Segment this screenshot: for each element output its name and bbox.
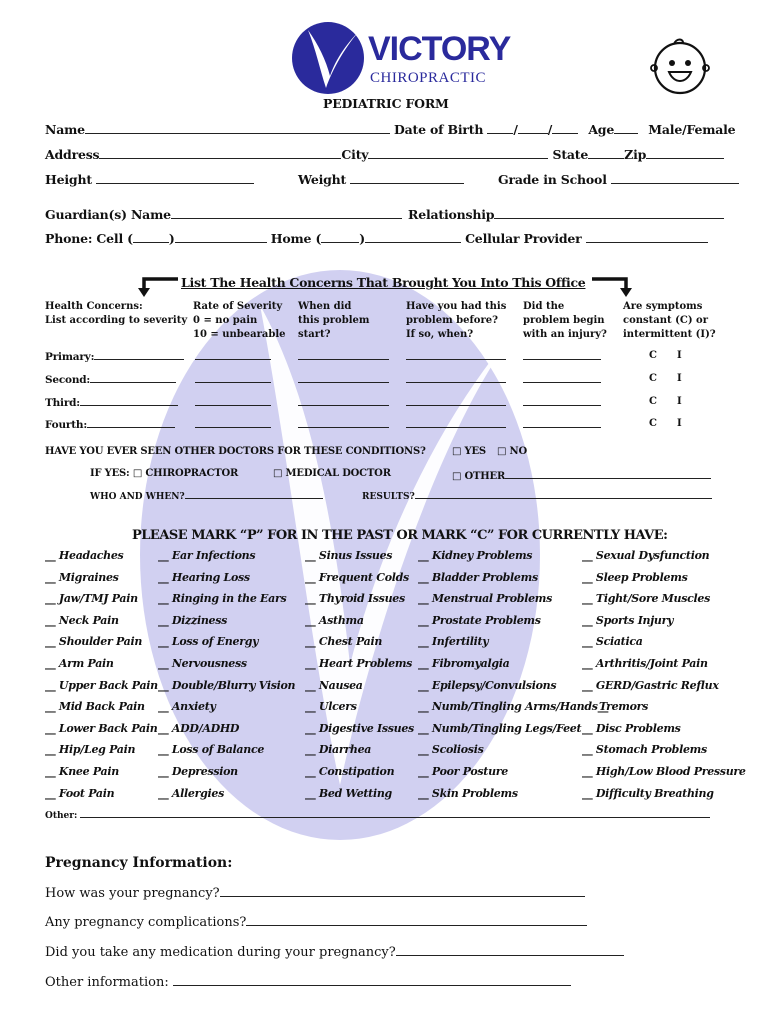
provider-label: Cellular Provider [465,231,582,246]
state-label: State [552,147,589,162]
doctors-question: HAVE YOU EVER SEEN OTHER DOCTORS FOR THESE CONDITIONS? [45,446,426,457]
condition-item[interactable]: __ Frequent Colds [305,570,409,584]
col-text: 0 = no pain [193,315,258,326]
col-text: When did [298,301,352,312]
condition-item[interactable]: __ Hip/Leg Pain [45,743,136,757]
col-text: Have you had this [406,301,507,312]
results-row [362,490,712,502]
yes-checkbox[interactable]: □ YES [452,446,486,457]
relationship-field[interactable] [494,208,724,219]
condition-item[interactable]: __ Sinus Issues [305,549,393,562]
condition-item[interactable]: __ Jaw/TMJ Pain [45,592,138,606]
condition-item[interactable]: __ ADD/ADHD [158,721,240,735]
dob-row [394,122,735,137]
q2-field[interactable] [246,914,587,926]
concern-row [45,417,745,433]
condition-item[interactable]: __ Chest Pain [305,635,383,649]
dob-label: Date of Birth [394,122,484,137]
dob-sep: / [547,122,553,137]
condition-item[interactable]: __ Skin Problems [418,786,518,800]
form-title: PEDIATRIC FORM [323,96,449,111]
condition-item[interactable]: __ Digestive Issues [305,721,414,735]
intermittent-option[interactable]: I [677,418,682,429]
col-text: List according to severity [45,315,188,326]
zip-label: Zip [624,147,647,162]
condition-item[interactable]: __ Knee Pain [45,765,119,778]
injury-field[interactable] [523,372,601,383]
no-checkbox[interactable]: □ NO [497,446,527,457]
results-field[interactable] [415,490,712,499]
condition-item[interactable]: __ Infertility [418,635,489,649]
condition-item[interactable]: __ Double/Blurry Vision [158,678,296,692]
q2-label: Any pregnancy complications? [45,915,247,930]
before-field[interactable] [406,372,506,383]
col-text: Did the [523,301,565,312]
col-text: If so, when? [406,329,474,340]
row-label: Fourth: [45,419,88,431]
intermittent-option[interactable]: I [677,350,682,361]
provider-field[interactable] [586,232,708,243]
condition-item[interactable]: __ Migraines [45,570,119,584]
home-label: Home ( [270,231,322,246]
condition-item[interactable]: __ Numb/Tingling Legs/Feet [418,721,582,735]
arrow-left-icon [134,276,178,302]
condition-item[interactable]: __ Mid Back Pain [45,700,145,714]
condition-item[interactable]: __ Sports Injury [582,613,674,627]
col-text: constant (C) or [623,315,708,326]
pregnancy-heading: Pregnancy Information: [45,855,233,871]
injury-field[interactable] [523,417,601,428]
logo-name: VICTORY [368,30,511,68]
condition-item[interactable]: __ Sleep Problems [582,570,688,584]
condition-item[interactable]: __ Sciatica [582,635,643,649]
q4-label: Other information: [45,975,169,990]
pregnancy-q2 [45,914,587,930]
city-field[interactable] [368,148,548,159]
other-conditions-field[interactable] [80,809,710,818]
pregnancy-q3 [45,944,624,960]
before-field[interactable] [406,417,506,428]
condition-item[interactable]: __ Upper Back Pain [45,678,158,692]
condition-item[interactable]: __ Loss of Balance [158,743,265,757]
condition-item[interactable]: __ Anxiety [158,700,216,714]
col-health-concerns [45,300,187,328]
height-field[interactable] [96,173,254,184]
condition-item[interactable]: __ Depression [158,765,238,778]
address-field[interactable] [99,148,341,159]
condition-item[interactable]: __ Ulcers [305,700,357,714]
pregnancy-q4 [45,974,571,990]
other-row [452,468,711,482]
concern-row [45,372,745,388]
mark-heading: PLEASE MARK “P” FOR IN THE PAST OR MARK “C” FOR CURRENTLY HAVE: [132,528,668,543]
col-text: start? [298,329,331,340]
paren: ) [359,231,365,246]
age-field[interactable] [614,123,638,134]
condition-item[interactable]: __ Ringing in the Ears [158,592,287,606]
col-when [298,300,369,342]
condition-item[interactable]: __ Kidney Problems [418,549,533,562]
condition-item[interactable]: __ Asthma [305,613,364,627]
who-label: WHO AND WHEN? [90,492,185,502]
zip-field[interactable] [646,148,724,159]
dob-month-field[interactable] [487,123,513,134]
name-label: Name [45,122,85,137]
condition-item[interactable]: __ Menstrual Problems [418,592,553,606]
condition-item[interactable]: __ Dizziness [158,613,228,627]
col-text: problem before? [406,315,498,326]
condition-item[interactable]: __ High/Low Blood Pressure [582,765,746,778]
condition-item[interactable]: __ Sexual Dysfunction [582,549,710,562]
when-field[interactable] [298,395,389,406]
chiropractor-checkbox[interactable]: IF YES: □ CHIROPRACTOR [90,468,239,479]
condition-item[interactable]: __ Prostate Problems [418,613,541,627]
condition-item[interactable]: __ Loss of Energy [158,635,259,649]
before-field[interactable] [406,395,506,406]
condition-item[interactable]: __ Bladder Problems [418,570,538,584]
condition-item[interactable]: __ Scoliosis [418,743,484,757]
col-text: Rate of Severity [193,301,283,312]
concern-row [45,349,745,365]
col-before [406,300,506,342]
cell-label: Phone: Cell ( [45,231,133,246]
who-row [90,490,323,502]
condition-item[interactable]: __ Bed Wetting [305,786,392,800]
home-field[interactable] [365,232,461,243]
condition-item[interactable]: __ Heart Problems [305,657,413,670]
q3-field[interactable] [396,944,624,956]
condition-item[interactable]: __ Difficulty Breathing [582,786,714,800]
col-text: this problem [298,315,370,326]
condition-item[interactable]: __ Foot Pain [45,786,115,800]
intermittent-option[interactable]: I [677,373,682,384]
condition-item[interactable]: __ Stomach Problems [582,743,707,757]
concern-field[interactable] [90,372,176,383]
severity-field[interactable] [195,349,271,360]
constant-option[interactable]: C [649,373,657,384]
weight-label: Weight [298,172,347,187]
row-label: Second: [45,374,91,386]
condition-item[interactable]: __ Tight/Sore Muscles [582,592,711,606]
guardian-field[interactable] [171,208,402,219]
height-label: Height [45,172,92,187]
logo [290,20,511,95]
results-label: RESULTS? [362,492,415,502]
condition-item[interactable]: __ Numb/Tingling Arms/Hands__ [418,700,609,714]
severity-field[interactable] [195,372,271,383]
condition-item[interactable]: Tremors [599,700,649,714]
when-field[interactable] [298,372,389,383]
condition-item[interactable]: __ Constipation [305,765,395,778]
condition-item[interactable]: __ Allergies [158,786,224,800]
col-severity [193,300,286,342]
other-conditions-row [45,809,710,821]
col-text: intermittent (I)? [623,329,716,340]
condition-item[interactable]: __ Shoulder Pain [45,635,143,649]
medical-doctor-checkbox[interactable]: □ MEDICAL DOCTOR [273,468,391,479]
condition-item[interactable]: __ Poor Posture [418,765,508,778]
q4-field[interactable] [173,974,571,986]
address-label: Address [45,147,100,162]
constant-option[interactable]: C [649,396,657,407]
city-label: City [341,147,369,162]
relationship-label: Relationship [408,207,495,222]
grade-label: Grade in School [498,172,607,187]
state-field[interactable] [588,148,624,159]
condition-item[interactable]: __ Arthritis/Joint Pain [582,657,708,670]
col-constant [623,300,716,342]
col-injury [523,300,607,342]
other-field[interactable] [505,468,711,479]
condition-item[interactable]: __ Headaches [45,549,124,562]
condition-item[interactable]: __ Nausea [305,678,363,692]
col-text: with an injury? [523,329,607,340]
baby-face-icon [650,36,710,102]
cell-area-field[interactable] [133,232,169,243]
dob-day-field[interactable] [518,123,548,134]
injury-field[interactable] [523,395,601,406]
condition-item[interactable]: __ Nervousness [158,657,247,670]
concern-field[interactable] [80,395,178,406]
condition-item[interactable]: __ Neck Pain [45,613,119,627]
address-row [45,147,724,162]
q1-field[interactable] [220,885,585,897]
pregnancy-q1 [45,885,585,901]
condition-item[interactable]: __ Thyroid Issues [305,592,405,606]
condition-item[interactable]: __ Disc Problems [582,721,681,735]
severity-field[interactable] [195,417,271,428]
weight-field[interactable] [350,173,464,184]
logo-emblem-icon [290,20,370,95]
weight-row [298,172,464,187]
relationship-row [408,207,724,222]
when-field[interactable] [298,417,389,428]
condition-item[interactable]: __ Diarrhea [305,743,372,757]
constant-option[interactable]: C [649,418,657,429]
condition-item[interactable]: __ Hearing Loss [158,570,250,584]
dob-year-field[interactable] [552,123,578,134]
condition-item[interactable]: __ GERD/Gastric Reflux [582,678,719,692]
before-field[interactable] [406,349,506,360]
when-field[interactable] [298,349,389,360]
condition-item[interactable]: __ Epilepsy/Convulsions [418,678,557,692]
q3-label: Did you take any medication during your pregnancy? [45,945,396,960]
condition-item[interactable]: __ Fibromyalgia [418,657,510,670]
height-row [45,172,254,187]
concern-field[interactable] [94,349,184,360]
col-text: 10 = unbearable [193,329,286,340]
home-area-field[interactable] [321,232,359,243]
other-conditions-label: Other: [45,811,78,821]
arrow-right-icon [592,276,636,302]
name-field[interactable] [85,123,390,134]
phone-row [45,231,708,246]
col-text: Are symptoms [623,301,703,312]
guardian-row [45,207,402,222]
concern-field[interactable] [87,417,175,428]
name-row [45,122,390,137]
dob-sep: / [513,122,518,137]
cell-field[interactable] [175,232,267,243]
grade-row [498,172,739,187]
condition-item[interactable]: __ Lower Back Pain [45,721,158,735]
grade-field[interactable] [611,173,739,184]
logo-sub: CHIROPRACTIC [370,70,487,86]
intermittent-option[interactable]: I [677,396,682,407]
concerns-heading: List The Health Concerns That Brought You Into This Office [181,275,586,290]
age-label: Age [588,122,615,137]
condition-item[interactable]: __ Arm Pain [45,657,114,670]
injury-field[interactable] [523,349,601,360]
q1-label: How was your pregnancy? [45,886,220,901]
concern-row [45,395,745,411]
row-label: Third: [45,397,80,409]
who-field[interactable] [185,490,323,499]
sex-label: Male/Female [648,122,736,137]
paren: ) [168,231,175,246]
col-text: problem begin [523,315,605,326]
constant-option[interactable]: C [649,350,657,361]
guardian-label: Guardian(s) Name [45,207,171,222]
row-label: Primary: [45,351,95,363]
other-checkbox[interactable]: □ OTHER [452,471,506,482]
severity-field[interactable] [195,395,271,406]
condition-item[interactable]: __ Ear Infections [158,549,256,562]
col-text: Health Concerns: [45,301,143,312]
